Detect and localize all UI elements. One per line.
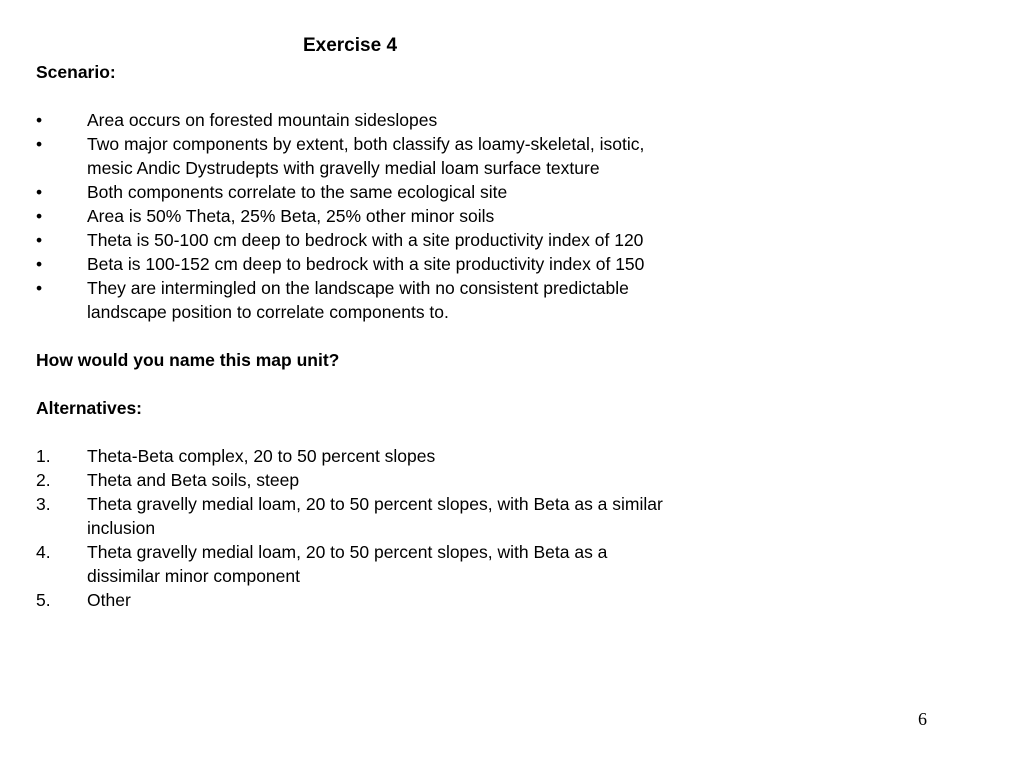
scenario-item-text: Theta is 50-100 cm deep to bedrock with a site productivity index of 120 <box>87 230 644 250</box>
slide-title: Exercise 4 <box>302 35 398 56</box>
spacer <box>36 324 676 348</box>
scenario-item-text: They are intermingled on the landscape with no consistent predictable landscape position to correlate components to. <box>87 278 629 322</box>
list-item <box>36 180 676 204</box>
question-heading: How would you name this map unit? <box>36 350 340 370</box>
scenario-item-text: Both components correlate to the same ecological site <box>87 182 508 202</box>
list-number: 4. <box>36 542 51 562</box>
alternative-text: Other <box>87 590 131 610</box>
list-item <box>36 204 676 228</box>
alternative-text: Theta gravelly medial loam, 20 to 50 percent slopes, with Beta as a similar inclusion <box>87 494 663 538</box>
scenario-item-text: Two major components by extent, both classify as loamy-skeletal, isotic, mesic Andic Dystrudepts with gravelly medial loam surface texture <box>87 134 645 178</box>
spacer <box>36 420 676 444</box>
list-item <box>36 492 676 540</box>
list-item <box>36 276 676 324</box>
alternative-text: Theta-Beta complex, 20 to 50 percent slopes <box>87 446 436 466</box>
list-item <box>36 540 676 588</box>
bullet-marker: • <box>36 110 43 130</box>
scenario-item-text: Area occurs on forested mountain sideslopes <box>87 110 438 130</box>
bullet-marker: • <box>36 278 43 298</box>
scenario-list <box>36 108 676 324</box>
list-item <box>36 588 676 612</box>
list-number: 3. <box>36 494 51 514</box>
scenario-heading: Scenario: <box>36 62 116 82</box>
alternatives-list <box>36 444 676 612</box>
list-item <box>36 252 676 276</box>
spacer <box>36 372 676 396</box>
scenario-item-text: Beta is 100-152 cm deep to bedrock with a site productivity index of 150 <box>87 254 645 274</box>
slide-content <box>36 60 676 612</box>
page-number: 6 <box>918 709 927 729</box>
alternatives-heading: Alternatives: <box>36 398 143 418</box>
alternative-text: Theta gravelly medial loam, 20 to 50 percent slopes, with Beta as a dissimilar minor component <box>87 542 608 586</box>
list-item <box>36 468 676 492</box>
bullet-marker: • <box>36 182 43 202</box>
spacer <box>36 84 676 108</box>
list-number: 5. <box>36 590 51 610</box>
list-number: 2. <box>36 470 51 490</box>
bullet-marker: • <box>36 230 43 250</box>
bullet-marker: • <box>36 134 43 154</box>
bullet-marker: • <box>36 254 43 274</box>
list-item <box>36 108 676 132</box>
alternative-text: Theta and Beta soils, steep <box>87 470 300 490</box>
list-number: 1. <box>36 446 51 466</box>
list-item <box>36 132 676 180</box>
list-item <box>36 444 676 468</box>
list-item <box>36 228 676 252</box>
bullet-marker: • <box>36 206 43 226</box>
scenario-item-text: Area is 50% Theta, 25% Beta, 25% other minor soils <box>87 206 495 226</box>
